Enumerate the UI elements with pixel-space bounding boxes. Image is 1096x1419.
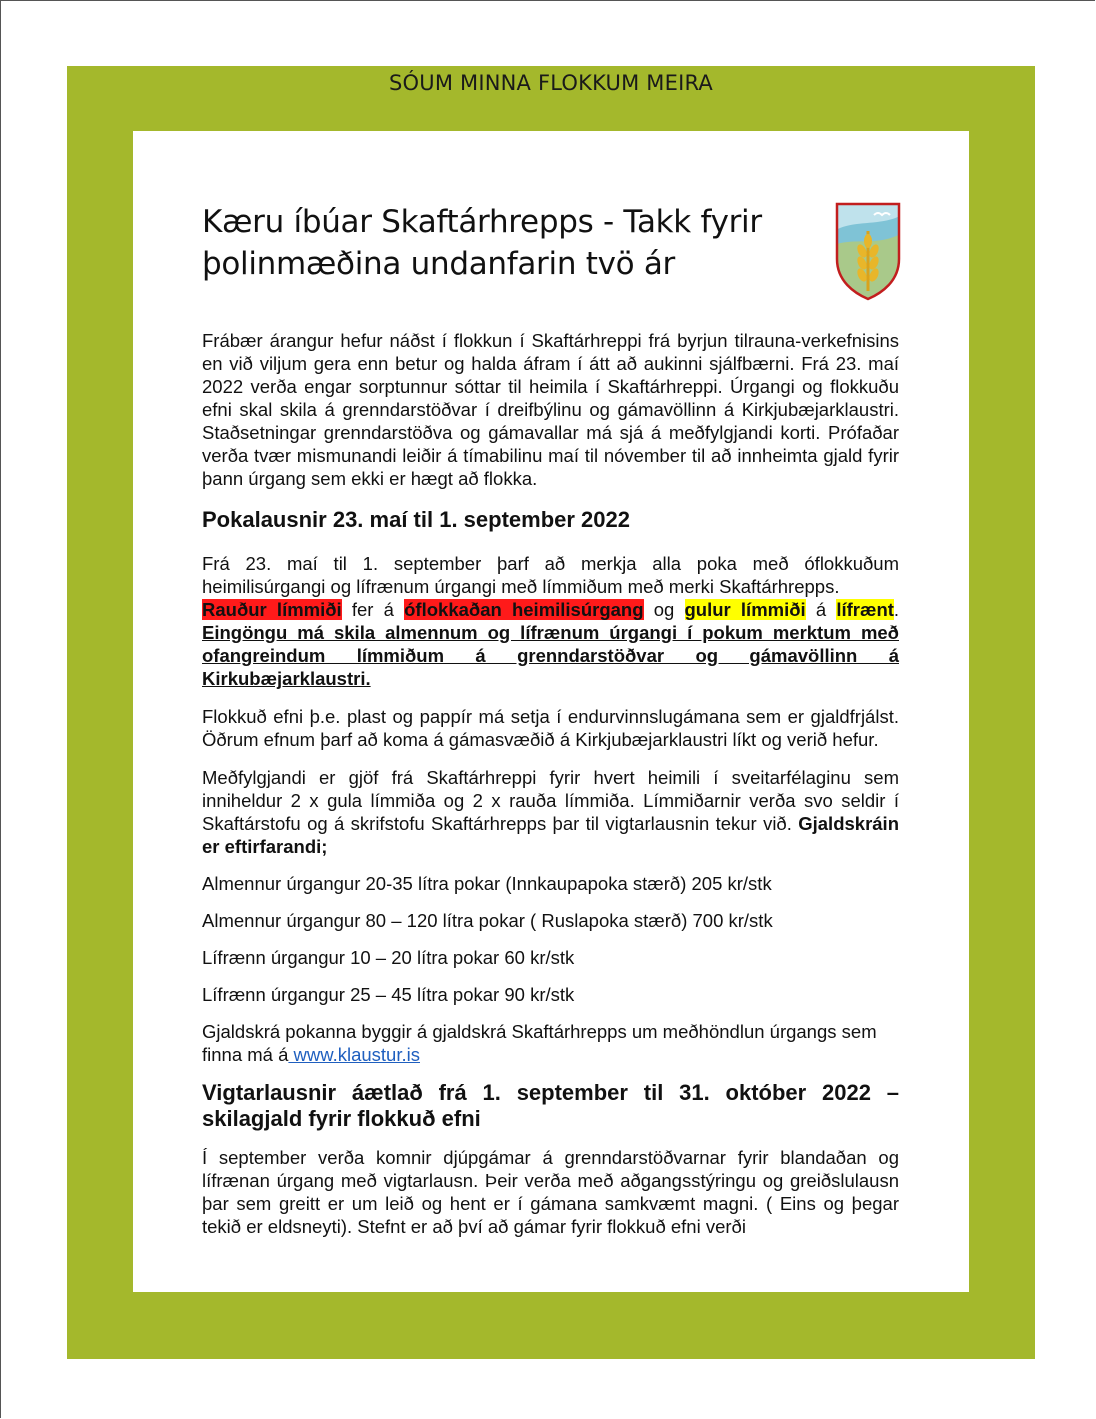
- sticker-text-og: og: [653, 599, 675, 620]
- recycling-paragraph: Flokkuð efni þ.e. plast og pappír má setja í endurvinnslugámana sem er gjaldfrjálst. Öðrum efnum þarf að koma á gámasvæðið á Kirkjubæjarklaustri líkt og verið hefur.: [202, 706, 899, 750]
- intro-paragraph: Frábær árangur hefur náðst í flokkun í Skaftárhreppi frá byrjun tilrauna-verkefnisins en við viljum gera enn betur og halda áfram í átt að aukinni sjálfbærni. Frá 23. maí 2022 verða engar sorptunnur sóttar til heimila í Skaftárhreppi. Úrgangi og flokkuðu efni skal skila á grenndarstöðvar í dreifbýlinu og gámavöllinn á Kirkjubæjarklaustri. Staðsetningar grenndarstöðva og gámavallar má sjá á meðfylgjandi korti. Prófaðar verða tvær mismunandi leiðir á tímabilinu maí til nóvember til að innheimta gjald fyrir þann úrgang sem ekki er hægt að flokka.: [202, 330, 899, 489]
- tariff-text: Gjaldskrá pokanna byggir á gjaldskrá Skaftárhrepps um meðhöndlun úrgangs sem finna má á: [202, 1021, 877, 1065]
- price-item-2: Almennur úrgangur 80 – 120 lítra pokar ( Ruslapoka stærð) 700 kr/stk: [202, 910, 773, 931]
- price-item-4: Lífrænn úrgangur 25 – 45 lítra pokar 90 kr/stk: [202, 984, 575, 1005]
- section-heading-vigtarlausnir: Vigtarlausnir áætlað frá 1. september til 31. október 2022 – skilagjald fyrir flokkuð efni: [202, 1080, 899, 1131]
- document-panel: [133, 131, 969, 1292]
- sticker-paragraph: [202, 552, 899, 690]
- gift-paragraph: [202, 766, 899, 858]
- price-item-3: Lífrænn úrgangur 10 – 20 lítra pokar 60 kr/stk: [202, 947, 575, 968]
- banner-slogan: SÓUM MINNA FLOKKUM MEIRA: [389, 71, 713, 95]
- klaustur-link[interactable]: www.klaustur.is: [288, 1044, 420, 1065]
- yellow-sticker-label: gulur límmiði: [684, 599, 806, 620]
- page-title: Kæru íbúar Skaftárhrepps - Takk fyrir þolinmæðina undanfarin tvö ár: [202, 204, 762, 282]
- red-sticker-label: Rauður límmiði: [202, 599, 342, 620]
- price-item-1: Almennur úrgangur 20-35 lítra pokar (Innkaupapoka stærð) 205 kr/stk: [202, 873, 772, 894]
- price-list-label: Gjaldskráin er eftirfarandi;: [202, 813, 899, 857]
- document-content: [202, 201, 899, 1238]
- sticker-text-period: .: [893, 599, 900, 620]
- weighing-paragraph: Í september verða komnir djúpgámar á grenndarstöðvarnar fyrir blandaðan og lífrænan úrgang með vigtarlausn. Þeir verða með aðgangsstýringu og greiðslulausn þar sem greitt er um leið og hent er í gámana samkvæmt magni. ( Eins og þegar tekið er eldsneyti). Stefnt er að því að gámar fyrir flokkuð efni verði: [202, 1147, 899, 1237]
- section-heading-pokalausnir: Pokalausnir 23. maí til 1. september 2022: [202, 507, 630, 532]
- sticker-text-a: á: [815, 599, 827, 620]
- unsorted-waste-label: óflokkaðan heimilisúrgang: [404, 599, 644, 620]
- tariff-paragraph: [202, 1020, 899, 1066]
- sticker-text-fer: fer á: [351, 599, 394, 620]
- organic-label: lífrænt: [836, 599, 894, 620]
- underlined-instruction: Eingöngu má skila almennum og lífrænum úrgangi í pokum merktum með ofangreindum límmiðum á grenndarstöðvar og gámavöllinn á Kirkubæjarklaustri.: [202, 622, 899, 689]
- gift-text: Meðfylgjandi er gjöf frá Skaftárhreppi fyrir hvert heimili í sveitarfélaginu sem inniheldur 2 x gula límmiða og 2 x rauða límmiða. Límmiðarnir verða svo seldir í Skaftárstofu og á skrifstofu Skaftárhrepps þar til vigtarlausnin tekur við.: [202, 767, 899, 834]
- sticker-intro-text: Frá 23. maí til 1. september þarf að merkja alla poka með óflokkuðum heimilisúrgangi og lífrænum úrgangi með límmiðum með merki Skaftárhrepps.: [202, 553, 899, 597]
